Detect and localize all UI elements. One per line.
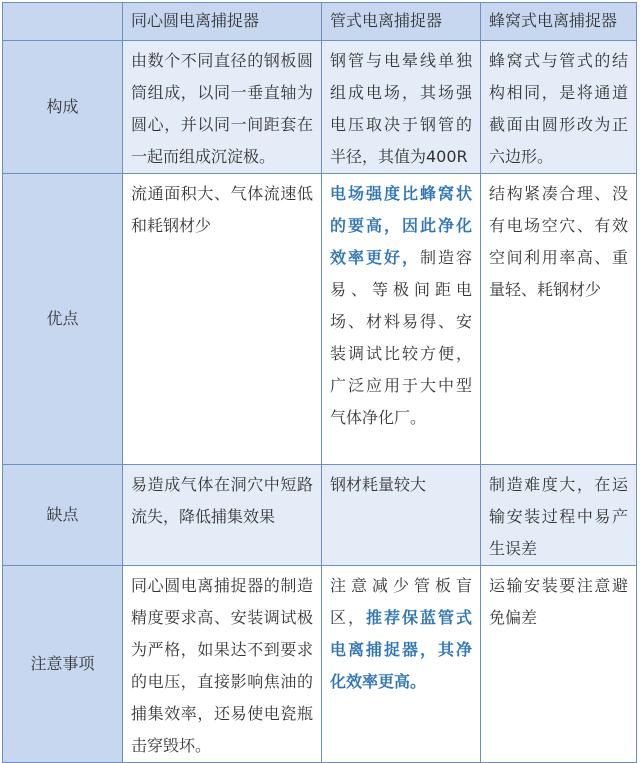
table-header-row: [3, 3, 637, 41]
table-row-composition: [3, 41, 637, 174]
notes-tubular-text: 注意减少管板盲区，: [330, 576, 472, 627]
advantages-tubular-text: 制造容易、等极间距电场、材料易得、安装调试比较方便，广泛应用于大中型气体净化厂。: [330, 248, 472, 427]
cell-disadvantages-concentric: 易造成气体在洞穴中短路流失，降低捕集效果: [123, 465, 322, 566]
table-row-advantages: [3, 174, 637, 465]
table-row-notes: [3, 566, 637, 763]
row-label-disadvantages: 缺点: [3, 465, 123, 566]
cell-composition-concentric: 由数个不同直径的钢板圆筒组成，以同一垂直轴为圆心，并以同一间距套在一起而组成沉淀极。: [123, 41, 322, 174]
row-label-composition: 构成: [3, 41, 123, 174]
advantages-tubular-highlight: 电场强度比蜂窝状的要高，因此净化效率更好，: [330, 184, 472, 267]
cell-disadvantages-honeycomb: 制造难度大，在运输安装过程中易产生误差: [481, 465, 637, 566]
header-concentric-capture: 同心圆电离捕捉器: [123, 3, 322, 41]
comparison-table: [2, 2, 637, 763]
cell-composition-honeycomb: 蜂窝式与管式的结构相同，是将通道截面由圆形改为正六边形。: [481, 41, 637, 174]
header-corner: [3, 3, 123, 41]
cell-advantages-honeycomb: 结构紧凑合理、没有电场空穴、有效空间利用率高、重量轻、耗钢材少: [481, 174, 637, 465]
cell-notes-tubular: [322, 566, 481, 763]
header-honeycomb-capture: 蜂窝式电离捕捉器: [481, 3, 637, 41]
row-label-notes: 注意事项: [3, 566, 123, 763]
table-row-disadvantages: [3, 465, 637, 566]
row-label-advantages: 优点: [3, 174, 123, 465]
header-tubular-capture: 管式电离捕捉器: [322, 3, 481, 41]
cell-notes-honeycomb: 运输安装要注意避免偏差: [481, 566, 637, 763]
notes-tubular-highlight: 推荐保蓝管式电离捕捉器，其净化效率更高。: [330, 608, 472, 691]
cell-advantages-concentric: 流通面积大、气体流速低和耗钢材少: [123, 174, 322, 465]
cell-notes-concentric: 同心圆电离捕捉器的制造精度要求高、安装调试极为严格，如果达不到要求的电压，直接影响焦油的捕集效率，还易使电瓷瓶击穿毁坏。: [123, 566, 322, 763]
cell-advantages-tubular: [322, 174, 481, 465]
cell-composition-tubular: 钢管与电晕线单独组成电场，其场强电压取决于钢管的半径，其值为400R: [322, 41, 481, 174]
cell-disadvantages-tubular: 钢材耗量较大: [322, 465, 481, 566]
